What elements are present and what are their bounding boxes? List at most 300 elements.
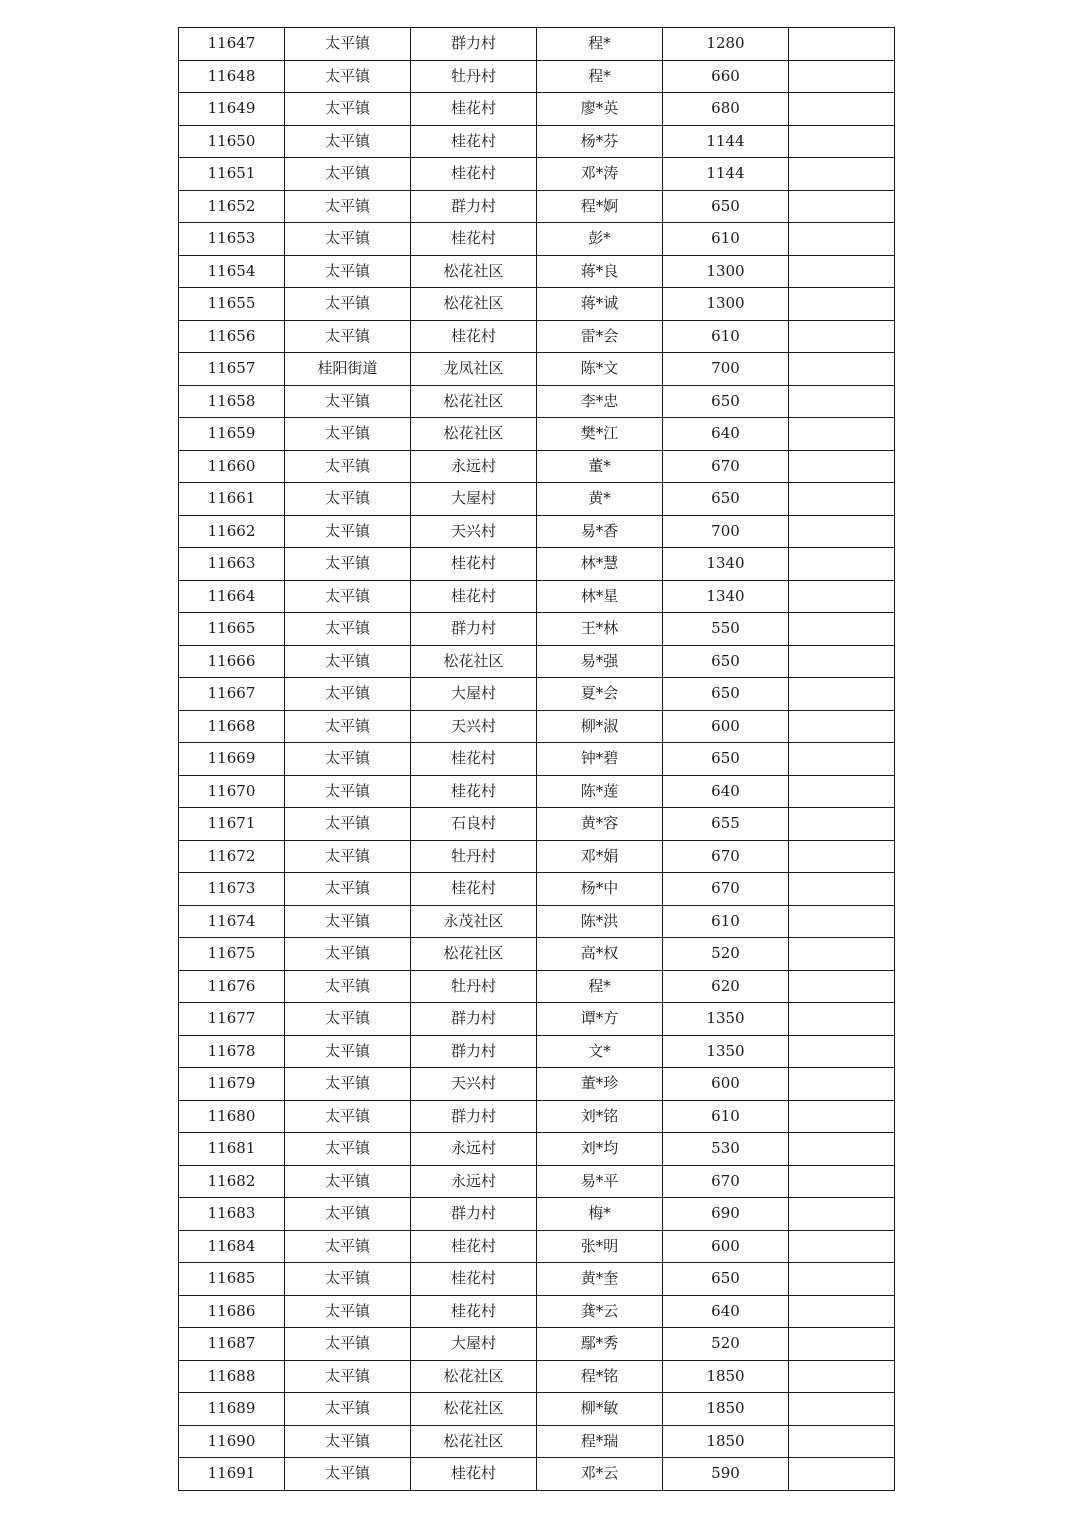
serial-number-cell: 11671 — [179, 808, 285, 841]
name-cell: 雷*会 — [537, 320, 663, 353]
amount-cell: 600 — [663, 710, 789, 743]
serial-number-cell: 11682 — [179, 1165, 285, 1198]
village-cell: 松花社区 — [411, 1393, 537, 1426]
table-row — [179, 1198, 895, 1231]
serial-number-cell: 11670 — [179, 775, 285, 808]
town-cell: 太平镇 — [285, 548, 411, 581]
town-cell: 太平镇 — [285, 158, 411, 191]
remark-cell — [789, 60, 895, 93]
name-cell: 夏*会 — [537, 678, 663, 711]
village-cell: 桂花村 — [411, 320, 537, 353]
remark-cell — [789, 873, 895, 906]
name-cell: 董*珍 — [537, 1068, 663, 1101]
remark-cell — [789, 223, 895, 256]
remark-cell — [789, 125, 895, 158]
table-row — [179, 60, 895, 93]
town-cell: 太平镇 — [285, 905, 411, 938]
serial-number-cell: 11686 — [179, 1295, 285, 1328]
serial-number-cell: 11678 — [179, 1035, 285, 1068]
serial-number-cell: 11666 — [179, 645, 285, 678]
village-cell: 桂花村 — [411, 580, 537, 613]
serial-number-cell: 11679 — [179, 1068, 285, 1101]
table-row — [179, 1230, 895, 1263]
remark-cell — [789, 645, 895, 678]
name-cell: 刘*均 — [537, 1133, 663, 1166]
amount-cell: 530 — [663, 1133, 789, 1166]
name-cell: 程*婀 — [537, 190, 663, 223]
remark-cell — [789, 548, 895, 581]
subsidy-list-table — [178, 27, 895, 1491]
town-cell: 太平镇 — [285, 873, 411, 906]
remark-cell — [789, 483, 895, 516]
village-cell: 天兴村 — [411, 1068, 537, 1101]
amount-cell: 670 — [663, 450, 789, 483]
village-cell: 松花社区 — [411, 418, 537, 451]
serial-number-cell: 11669 — [179, 743, 285, 776]
serial-number-cell: 11650 — [179, 125, 285, 158]
name-cell: 董* — [537, 450, 663, 483]
town-cell: 太平镇 — [285, 1295, 411, 1328]
amount-cell: 700 — [663, 353, 789, 386]
serial-number-cell: 11674 — [179, 905, 285, 938]
town-cell: 太平镇 — [285, 450, 411, 483]
village-cell: 松花社区 — [411, 288, 537, 321]
town-cell: 太平镇 — [285, 678, 411, 711]
town-cell: 太平镇 — [285, 1100, 411, 1133]
remark-cell — [789, 1393, 895, 1426]
town-cell: 太平镇 — [285, 60, 411, 93]
serial-number-cell: 11675 — [179, 938, 285, 971]
town-cell: 太平镇 — [285, 1328, 411, 1361]
town-cell: 太平镇 — [285, 938, 411, 971]
table-row — [179, 970, 895, 1003]
table-row — [179, 190, 895, 223]
remark-cell — [789, 775, 895, 808]
name-cell: 杨*中 — [537, 873, 663, 906]
town-cell: 太平镇 — [285, 1393, 411, 1426]
amount-cell: 600 — [663, 1230, 789, 1263]
table-row — [179, 1003, 895, 1036]
village-cell: 群力村 — [411, 28, 537, 61]
town-cell: 太平镇 — [285, 385, 411, 418]
table-row — [179, 353, 895, 386]
name-cell: 黄* — [537, 483, 663, 516]
village-cell: 牡丹村 — [411, 970, 537, 1003]
village-cell: 桂花村 — [411, 873, 537, 906]
amount-cell: 650 — [663, 385, 789, 418]
remark-cell — [789, 1295, 895, 1328]
town-cell: 太平镇 — [285, 1458, 411, 1491]
table-row — [179, 840, 895, 873]
amount-cell: 620 — [663, 970, 789, 1003]
village-cell: 石良村 — [411, 808, 537, 841]
village-cell: 天兴村 — [411, 515, 537, 548]
serial-number-cell: 11689 — [179, 1393, 285, 1426]
town-cell: 太平镇 — [285, 1003, 411, 1036]
serial-number-cell: 11685 — [179, 1263, 285, 1296]
table-row — [179, 1165, 895, 1198]
town-cell: 太平镇 — [285, 1263, 411, 1296]
amount-cell: 550 — [663, 613, 789, 646]
name-cell: 柳*淑 — [537, 710, 663, 743]
town-cell: 太平镇 — [285, 418, 411, 451]
table-row — [179, 710, 895, 743]
table-row — [179, 288, 895, 321]
amount-cell: 1300 — [663, 288, 789, 321]
remark-cell — [789, 288, 895, 321]
amount-cell: 650 — [663, 645, 789, 678]
town-cell: 太平镇 — [285, 515, 411, 548]
remark-cell — [789, 678, 895, 711]
amount-cell: 520 — [663, 938, 789, 971]
town-cell: 太平镇 — [285, 743, 411, 776]
village-cell: 群力村 — [411, 1198, 537, 1231]
name-cell: 高*权 — [537, 938, 663, 971]
amount-cell: 650 — [663, 678, 789, 711]
serial-number-cell: 11691 — [179, 1458, 285, 1491]
amount-cell: 640 — [663, 1295, 789, 1328]
name-cell: 程*铭 — [537, 1360, 663, 1393]
amount-cell: 670 — [663, 1165, 789, 1198]
village-cell: 群力村 — [411, 1035, 537, 1068]
name-cell: 梅* — [537, 1198, 663, 1231]
amount-cell: 1350 — [663, 1035, 789, 1068]
amount-cell: 1350 — [663, 1003, 789, 1036]
town-cell: 太平镇 — [285, 288, 411, 321]
serial-number-cell: 11667 — [179, 678, 285, 711]
table-row — [179, 1295, 895, 1328]
table-row — [179, 125, 895, 158]
remark-cell — [789, 808, 895, 841]
remark-cell — [789, 613, 895, 646]
table-row — [179, 320, 895, 353]
village-cell: 松花社区 — [411, 938, 537, 971]
remark-cell — [789, 743, 895, 776]
remark-cell — [789, 970, 895, 1003]
name-cell: 易*强 — [537, 645, 663, 678]
serial-number-cell: 11648 — [179, 60, 285, 93]
amount-cell: 610 — [663, 1100, 789, 1133]
name-cell: 廖*英 — [537, 93, 663, 126]
name-cell: 邓*云 — [537, 1458, 663, 1491]
amount-cell: 680 — [663, 93, 789, 126]
table-row — [179, 450, 895, 483]
table-row — [179, 678, 895, 711]
village-cell: 松花社区 — [411, 1425, 537, 1458]
serial-number-cell: 11657 — [179, 353, 285, 386]
remark-cell — [789, 1100, 895, 1133]
table-row — [179, 580, 895, 613]
name-cell: 程* — [537, 60, 663, 93]
town-cell: 太平镇 — [285, 808, 411, 841]
town-cell: 太平镇 — [285, 320, 411, 353]
name-cell: 杨*芬 — [537, 125, 663, 158]
serial-number-cell: 11655 — [179, 288, 285, 321]
remark-cell — [789, 450, 895, 483]
remark-cell — [789, 840, 895, 873]
name-cell: 樊*江 — [537, 418, 663, 451]
name-cell: 程* — [537, 28, 663, 61]
amount-cell: 610 — [663, 223, 789, 256]
remark-cell — [789, 580, 895, 613]
amount-cell: 590 — [663, 1458, 789, 1491]
serial-number-cell: 11684 — [179, 1230, 285, 1263]
serial-number-cell: 11656 — [179, 320, 285, 353]
name-cell: 王*林 — [537, 613, 663, 646]
table-row — [179, 483, 895, 516]
town-cell: 太平镇 — [285, 1165, 411, 1198]
remark-cell — [789, 190, 895, 223]
serial-number-cell: 11690 — [179, 1425, 285, 1458]
village-cell: 牡丹村 — [411, 840, 537, 873]
serial-number-cell: 11680 — [179, 1100, 285, 1133]
village-cell: 桂花村 — [411, 775, 537, 808]
table-row — [179, 613, 895, 646]
amount-cell: 1340 — [663, 548, 789, 581]
serial-number-cell: 11681 — [179, 1133, 285, 1166]
name-cell: 刘*铭 — [537, 1100, 663, 1133]
serial-number-cell: 11672 — [179, 840, 285, 873]
amount-cell: 690 — [663, 1198, 789, 1231]
serial-number-cell: 11688 — [179, 1360, 285, 1393]
village-cell: 龙凤社区 — [411, 353, 537, 386]
village-cell: 桂花村 — [411, 158, 537, 191]
name-cell: 龚*云 — [537, 1295, 663, 1328]
village-cell: 群力村 — [411, 1100, 537, 1133]
amount-cell: 520 — [663, 1328, 789, 1361]
village-cell: 永远村 — [411, 1165, 537, 1198]
amount-cell: 670 — [663, 840, 789, 873]
remark-cell — [789, 1165, 895, 1198]
town-cell: 太平镇 — [285, 645, 411, 678]
name-cell: 蒋*诚 — [537, 288, 663, 321]
town-cell: 太平镇 — [285, 580, 411, 613]
village-cell: 桂花村 — [411, 1263, 537, 1296]
table-row — [179, 255, 895, 288]
serial-number-cell: 11654 — [179, 255, 285, 288]
table-row — [179, 1458, 895, 1491]
amount-cell: 1144 — [663, 125, 789, 158]
remark-cell — [789, 1458, 895, 1491]
village-cell: 桂花村 — [411, 223, 537, 256]
remark-cell — [789, 385, 895, 418]
name-cell: 黄*容 — [537, 808, 663, 841]
table-row — [179, 1263, 895, 1296]
amount-cell: 650 — [663, 483, 789, 516]
village-cell: 松花社区 — [411, 1360, 537, 1393]
town-cell: 太平镇 — [285, 125, 411, 158]
village-cell: 牡丹村 — [411, 60, 537, 93]
serial-number-cell: 11662 — [179, 515, 285, 548]
table-row — [179, 1100, 895, 1133]
name-cell: 黄*奎 — [537, 1263, 663, 1296]
remark-cell — [789, 418, 895, 451]
amount-cell: 670 — [663, 873, 789, 906]
name-cell: 文* — [537, 1035, 663, 1068]
town-cell: 太平镇 — [285, 28, 411, 61]
table-row — [179, 775, 895, 808]
table-row — [179, 1425, 895, 1458]
name-cell: 易*平 — [537, 1165, 663, 1198]
name-cell: 陈*洪 — [537, 905, 663, 938]
town-cell: 太平镇 — [285, 1360, 411, 1393]
remark-cell — [789, 93, 895, 126]
serial-number-cell: 11683 — [179, 1198, 285, 1231]
remark-cell — [789, 1068, 895, 1101]
town-cell: 太平镇 — [285, 1230, 411, 1263]
name-cell: 蒋*良 — [537, 255, 663, 288]
table-row — [179, 93, 895, 126]
serial-number-cell: 11661 — [179, 483, 285, 516]
name-cell: 陈*文 — [537, 353, 663, 386]
table-row — [179, 645, 895, 678]
table-row — [179, 385, 895, 418]
remark-cell — [789, 1230, 895, 1263]
village-cell: 永茂社区 — [411, 905, 537, 938]
town-cell: 太平镇 — [285, 840, 411, 873]
name-cell: 陈*莲 — [537, 775, 663, 808]
remark-cell — [789, 158, 895, 191]
remark-cell — [789, 938, 895, 971]
village-cell: 永远村 — [411, 1133, 537, 1166]
name-cell: 鄢*秀 — [537, 1328, 663, 1361]
remark-cell — [789, 515, 895, 548]
name-cell: 邓*涛 — [537, 158, 663, 191]
document-page — [178, 27, 895, 1491]
remark-cell — [789, 353, 895, 386]
town-cell: 太平镇 — [285, 1035, 411, 1068]
table-row — [179, 873, 895, 906]
serial-number-cell: 11653 — [179, 223, 285, 256]
serial-number-cell: 11652 — [179, 190, 285, 223]
amount-cell: 640 — [663, 775, 789, 808]
town-cell: 太平镇 — [285, 223, 411, 256]
amount-cell: 610 — [663, 320, 789, 353]
amount-cell: 1340 — [663, 580, 789, 613]
table-row — [179, 1328, 895, 1361]
village-cell: 桂花村 — [411, 548, 537, 581]
name-cell: 林*星 — [537, 580, 663, 613]
table-row — [179, 743, 895, 776]
village-cell: 群力村 — [411, 1003, 537, 1036]
remark-cell — [789, 1425, 895, 1458]
village-cell: 群力村 — [411, 613, 537, 646]
remark-cell — [789, 28, 895, 61]
town-cell: 太平镇 — [285, 93, 411, 126]
remark-cell — [789, 1328, 895, 1361]
amount-cell: 600 — [663, 1068, 789, 1101]
name-cell: 柳*敏 — [537, 1393, 663, 1426]
name-cell: 邓*娟 — [537, 840, 663, 873]
serial-number-cell: 11668 — [179, 710, 285, 743]
village-cell: 桂花村 — [411, 1230, 537, 1263]
table-row — [179, 158, 895, 191]
remark-cell — [789, 1035, 895, 1068]
village-cell: 松花社区 — [411, 385, 537, 418]
name-cell: 张*明 — [537, 1230, 663, 1263]
serial-number-cell: 11659 — [179, 418, 285, 451]
village-cell: 桂花村 — [411, 93, 537, 126]
village-cell: 桂花村 — [411, 1295, 537, 1328]
table-row — [179, 905, 895, 938]
table-row — [179, 808, 895, 841]
name-cell: 彭* — [537, 223, 663, 256]
amount-cell: 650 — [663, 743, 789, 776]
amount-cell: 655 — [663, 808, 789, 841]
amount-cell: 650 — [663, 190, 789, 223]
table-row — [179, 1393, 895, 1426]
serial-number-cell: 11677 — [179, 1003, 285, 1036]
table-row — [179, 28, 895, 61]
amount-cell: 640 — [663, 418, 789, 451]
town-cell: 太平镇 — [285, 1133, 411, 1166]
village-cell: 桂花村 — [411, 125, 537, 158]
village-cell: 松花社区 — [411, 255, 537, 288]
remark-cell — [789, 1133, 895, 1166]
serial-number-cell: 11649 — [179, 93, 285, 126]
table-row — [179, 1360, 895, 1393]
table-row — [179, 418, 895, 451]
table-row — [179, 1133, 895, 1166]
town-cell: 太平镇 — [285, 190, 411, 223]
name-cell: 程* — [537, 970, 663, 1003]
remark-cell — [789, 1360, 895, 1393]
amount-cell: 1850 — [663, 1393, 789, 1426]
serial-number-cell: 11651 — [179, 158, 285, 191]
amount-cell: 660 — [663, 60, 789, 93]
town-cell: 太平镇 — [285, 970, 411, 1003]
table-body — [179, 28, 895, 1491]
name-cell: 谭*方 — [537, 1003, 663, 1036]
name-cell: 钟*碧 — [537, 743, 663, 776]
serial-number-cell: 11673 — [179, 873, 285, 906]
village-cell: 大屋村 — [411, 483, 537, 516]
village-cell: 群力村 — [411, 190, 537, 223]
remark-cell — [789, 1003, 895, 1036]
table-row — [179, 938, 895, 971]
serial-number-cell: 11660 — [179, 450, 285, 483]
village-cell: 天兴村 — [411, 710, 537, 743]
remark-cell — [789, 1263, 895, 1296]
amount-cell: 650 — [663, 1263, 789, 1296]
remark-cell — [789, 320, 895, 353]
amount-cell: 1280 — [663, 28, 789, 61]
village-cell: 大屋村 — [411, 678, 537, 711]
town-cell: 太平镇 — [285, 613, 411, 646]
town-cell: 桂阳街道 — [285, 353, 411, 386]
amount-cell: 1144 — [663, 158, 789, 191]
serial-number-cell: 11664 — [179, 580, 285, 613]
village-cell: 永远村 — [411, 450, 537, 483]
name-cell: 易*香 — [537, 515, 663, 548]
name-cell: 李*忠 — [537, 385, 663, 418]
amount-cell: 1850 — [663, 1360, 789, 1393]
serial-number-cell: 11663 — [179, 548, 285, 581]
remark-cell — [789, 710, 895, 743]
amount-cell: 1300 — [663, 255, 789, 288]
village-cell: 桂花村 — [411, 1458, 537, 1491]
name-cell: 林*慧 — [537, 548, 663, 581]
serial-number-cell: 11687 — [179, 1328, 285, 1361]
town-cell: 太平镇 — [285, 1198, 411, 1231]
village-cell: 松花社区 — [411, 645, 537, 678]
serial-number-cell: 11647 — [179, 28, 285, 61]
name-cell: 程*瑞 — [537, 1425, 663, 1458]
table-row — [179, 548, 895, 581]
town-cell: 太平镇 — [285, 1425, 411, 1458]
town-cell: 太平镇 — [285, 775, 411, 808]
table-row — [179, 223, 895, 256]
